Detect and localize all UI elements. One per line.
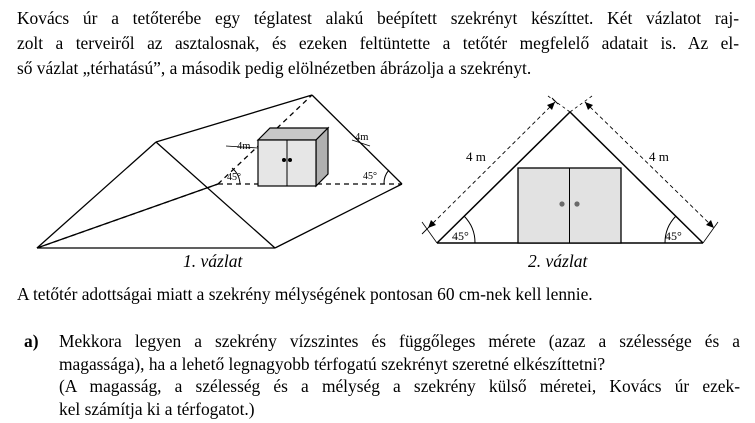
question-line: Mekkora legyen a szekrény vízszintes és függőleges mérete (azaz a szélessége és a: [59, 331, 740, 351]
figure-1-angle-left: 45°: [227, 172, 241, 183]
figure-1-length-left: 4m: [237, 141, 251, 152]
intro-paragraph: [17, 6, 739, 81]
figure-1-caption: 1. vázlat: [183, 251, 243, 271]
figure-1-cabinet: [258, 128, 328, 186]
intro-line: zolt a terveiről az asztalosnak, és ezeken feltüntette a tetőtér megfelelő adatait is. Az el-: [17, 33, 739, 53]
figure-1-length-right: 4m: [355, 132, 369, 143]
intro-line: Kovács úr a tetőterébe egy téglatest alakú beépített szekrényt készíttet. Két vázlatot raj-: [17, 8, 739, 28]
question-line: kel számítja ki a térfogatot.): [59, 398, 255, 419]
question-line: (A magasság, a szélesség és a mélység a szekrény külső méretei, Kovács úr ezek-: [59, 376, 740, 396]
figure-2-cabinet: [518, 168, 621, 243]
figure-1-prism: [37, 95, 402, 248]
figure-2-caption: 2. vázlat: [528, 251, 588, 271]
question-a-body: [59, 330, 740, 420]
figure-2-length-left: 4 m: [466, 149, 486, 164]
figure-2-angle-right: 45°: [665, 229, 682, 243]
figure-2-length-right: 4 m: [649, 149, 669, 164]
intro-line: ső vázlat „térhatású”, a második pedig elölnézetben ábrázolja a szekrényt.: [17, 58, 532, 78]
depth-statement: A tetőtér adottságai miatt a szekrény mélységének pontosan 60 cm-nek kell lennie.: [17, 284, 593, 304]
figure-1-angle-right: 45°: [363, 171, 377, 182]
question-line: magassága), ha a lehető legnagyobb térfogatú szekrényt szeretné elkészíttetni?: [59, 353, 606, 374]
figure-2-angle-left: 45°: [452, 229, 469, 243]
figures-drawing: [0, 80, 755, 280]
question-letter: a): [24, 331, 39, 351]
